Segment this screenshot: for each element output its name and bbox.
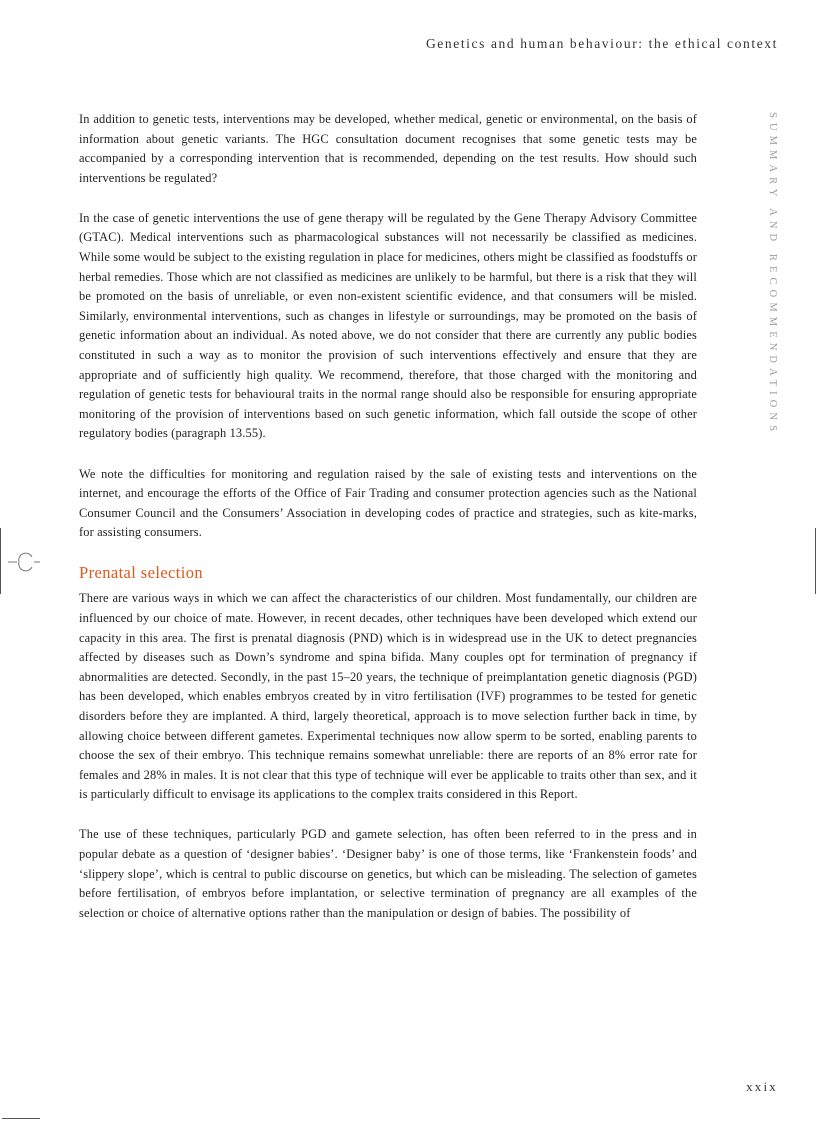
paragraph-interventions: In addition to genetic tests, interventions may be developed, whether medical, genetic or environmental, on the basis of information about genetic variants. The HGC consultation document recognises that some genetic tests may be accompanied by a corresponding intervention that is recommended, depending on the test results. How should such interventions be regulated? — [79, 112, 697, 185]
main-content — [79, 110, 697, 944]
section-heading-prenatal-selection: Prenatal selection — [79, 563, 204, 583]
paragraph-gene-therapy-regulation: In the case of genetic interventions the use of gene therapy will be regulated by the Gene Therapy Advisory Committee (GTAC). Medical interventions such as pharmacological substances will not necessarily be classified as medicines. While some would be subject to the existing regulation in place for medicines, others might be classified as foodstuffs or herbal remedies. Those which are not classified as medicines are unlikely to be harmful, but there is a risk that they will be promoted on the basis of unreliable, or even non-existent scientific evidence, and that consumers will be misled. Similarly, environmental interventions, such as changes in lifestyle or surroundings, may be promoted on the basis of genetic information about an individual. As noted above, we do not consider that there are currently any public bodies constituted in such a way as to monitor the provision of such interventions effectively and ensure that they are appropriate and of sufficiently high quality. We recommend, therefore, that those charged with the monitoring and regulation of genetic tests for behavioural traits in the normal range should also be responsible for ensuring appropriate monitoring of the provision of interventions based on such genetic information, which fall outside the scope of other regulatory bodies (paragraph 13.55). — [79, 210, 697, 441]
registration-mark-icon — [8, 548, 40, 576]
page-number: xxix — [746, 1079, 778, 1094]
bottom-crop-rule — [2, 1118, 40, 1119]
paragraph-designer-babies: The use of these techniques, particularly PGD and gamete selection, has often been referred to in the press and in popular debate as a question of ‘designer babies’. ‘Designer baby’ is one of those terms, like ‘Frankenstein foods’ and ‘slippery slope’, which is central to public discourse on genetics, but which can be misleading. The selection of gametes before fertilisation, of embryos before implantation, or selective termination of pregnancy are all examples of the selection or choice of alternative options rather than the manipulation or design of babies. The possibility of — [79, 827, 697, 920]
side-tab-label: SUMMARY AND RECOMMENDATIONS — [767, 112, 778, 437]
paragraph-prenatal-techniques: There are various ways in which we can affect the characteristics of our children. Most fundamentally, our children are influenced by our choice of mate. However, in recent decades, other techniques have been developed which extend our capacity in this area. The first is prenatal diagnosis (PND) which is in widespread use in the UK to detect pregnancies affected by diseases such as Down’s syndrome and spina bifida. Many couples opt for termination of pregnancy if abnormalities are detected. Secondly, in the past 15–20 years, the technique of preimplantation genetic diagnosis (PGD) has been developed, which enables embryos created by in vitro fertilisation (IVF) programmes to be tested for genetic disorders before they are implanted. A third, largely theoretical, approach is to move selection further back in time, by allowing choice between different gametes. Experimental techniques now allow sperm to be sorted, enabling parents to choose the sex of their embryo. This technique remains somewhat unreliable: there are reports of an 8% error rate for females and 28% in males. It is not clear that this type of technique will ever be applicable to traits other than sex, and it is particularly difficult to envisage its applications to the complex traits considered in this Report. — [79, 591, 697, 802]
running-head-title: Genetics and human behaviour: the ethical context — [425, 36, 778, 51]
crop-mark-left — [0, 528, 1, 594]
paragraph-internet-sales: We note the difficulties for monitoring and regulation raised by the sale of existing tests and interventions on the internet, and encourage the efforts of the Office of Fair Trading and consumer protection agencies such as the National Consumer Council and the Consumers’ Association in developing codes of practice and strategies, such as kite-marks, for assisting consumers. — [79, 466, 697, 540]
